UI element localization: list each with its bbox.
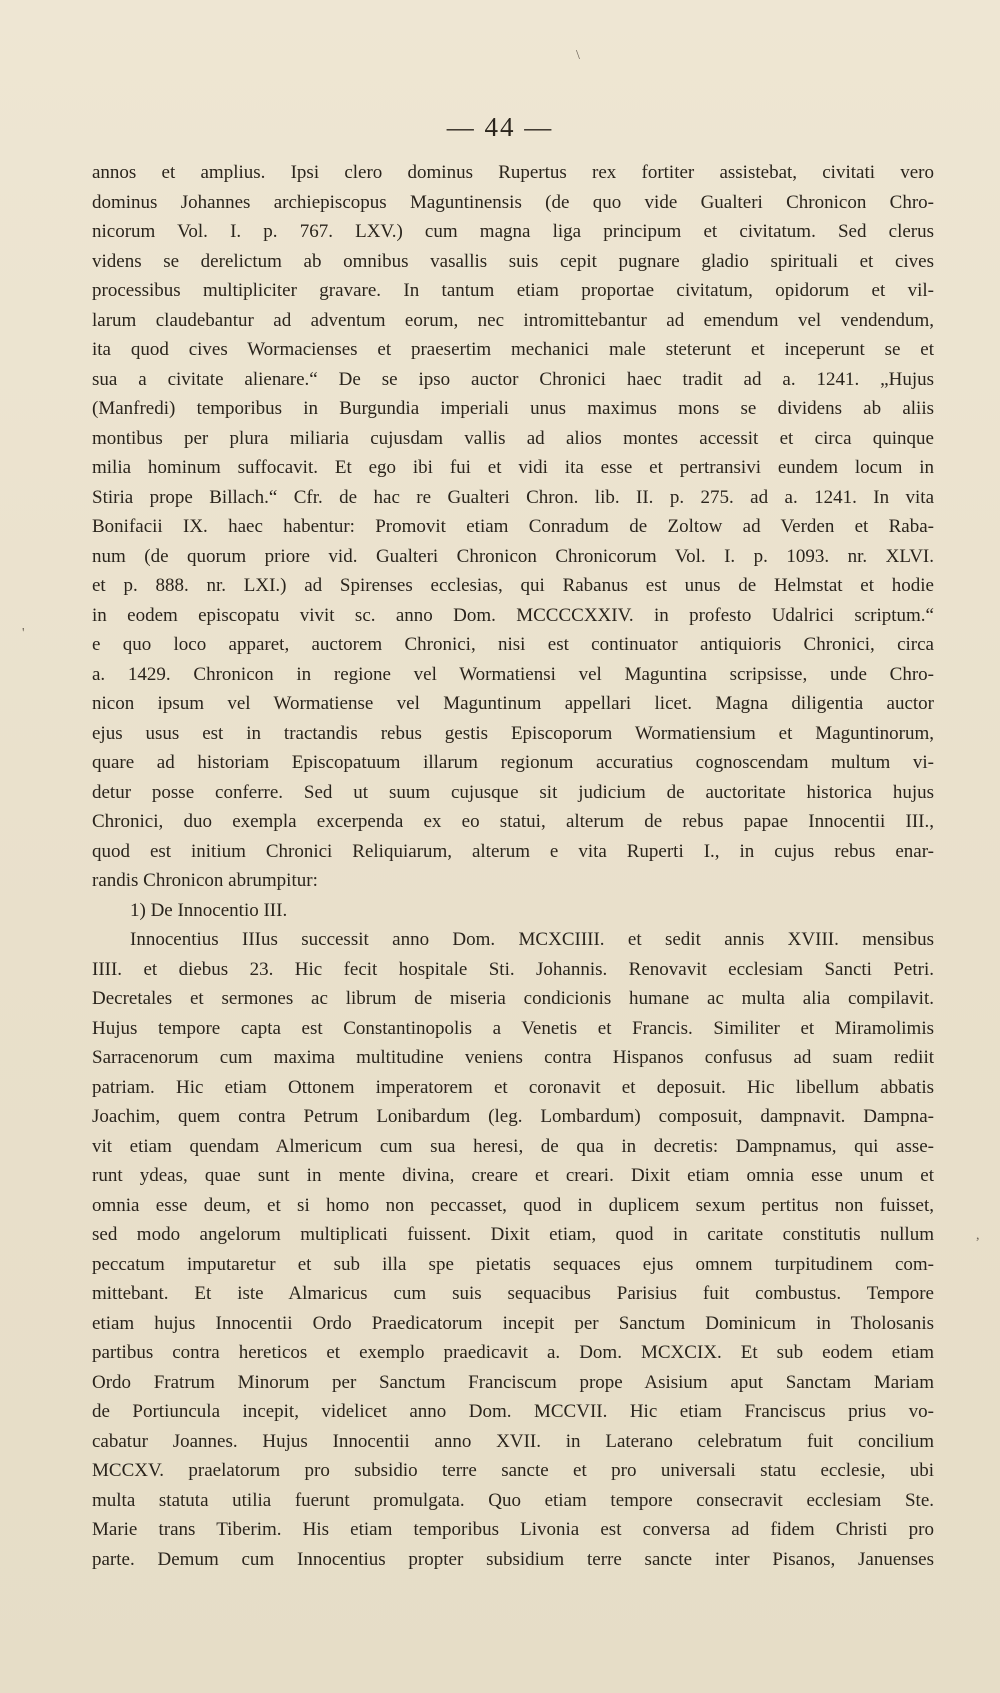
- text-line: Ordo Fratrum Minorum per Sanctum Franciscum prope Asisium aput Sanctam Mariam: [92, 1371, 934, 1393]
- text-line: nicon ipsum vel Wormatiense vel Maguntinum appellari licet. Magna diligentia auctor: [92, 693, 934, 714]
- text-line: ejus usus est in tractandis rebus gestis Episcoporum Wormatiensium et Maguntinorum,: [92, 722, 934, 744]
- text-line: sua a civitate alienare.“ De se ipso auctor Chronici haec tradit ad a. 1241. „Hujus: [92, 368, 934, 390]
- text-line: (Manfredi) temporibus in Burgundia imperiali unus maximus mons se dividens ab aliis: [92, 398, 934, 419]
- text-line: Stiria prope Billach.“ Cfr. de hac re Gualteri Chron. lib. II. p. 275. ad a. 1241. In vita: [92, 486, 934, 508]
- text-line: partibus contra hereticos et exemplo praedicavit a. Dom. MCXCIX. Et sub eodem etiam: [92, 1342, 934, 1363]
- text-line: cabatur Joannes. Hujus Innocentii anno XVII. in Laterano celebratum fuit concilium: [92, 1430, 934, 1452]
- text-line: videns se derelictum ab omnibus vasallis suis cepit pugnare gladio spirituali et cives: [92, 250, 934, 272]
- text-line: dominus Johannes archiepiscopus Maguntinensis (de quo vide Gualteri Chronicon Chro-: [92, 191, 934, 213]
- margin-mark: \: [576, 48, 580, 63]
- text-line: Innocentius IIIus successit anno Dom. MCXCIIII. et sedit annis XVIII. mensibus: [130, 929, 934, 950]
- section-heading: 1) De Innocentio III.: [130, 899, 288, 921]
- text-line: a. 1429. Chronicon in regione vel Wormatiensi vel Maguntina scripsisse, unde Chro-: [92, 663, 934, 685]
- text-line: Bonifacii IX. haec habentur: Promovit etiam Conradum de Zoltow ad Verden et Raba-: [92, 516, 934, 537]
- text-line: parte. Demum cum Innocentius propter subsidium terre sancte inter Pisanos, Januenses: [92, 1548, 934, 1570]
- text-line: et p. 888. nr. LXI.) ad Spirenses ecclesias, qui Rabanus est unus de Helmstat et hodie: [92, 575, 934, 596]
- text-line: quare ad historiam Episcopatuum illarum regionum accuratius cognoscendam multum vi-: [92, 752, 934, 773]
- text-line: num (de quorum priore vid. Gualteri Chronicon Chronicorum Vol. I. p. 1093. nr. XLVI.: [92, 545, 934, 567]
- text-line: MCCXV. praelatorum pro subsidio terre sancte et pro universali statu ecclesie, ubi: [92, 1460, 934, 1481]
- text-line: peccatum imputaretur et sub illa spe pietatis sequaces ejus omnem turpitudinem com-: [92, 1253, 934, 1275]
- text-line: e quo loco apparet, auctorem Chronici, nisi est continuator antiquioris Chronici, circa: [92, 634, 934, 655]
- page-number: — 44 —: [446, 112, 554, 142]
- text-line: [92, 1574, 934, 1604]
- text-line: detur posse conferre. Sed ut suum cujusque sit judicium de auctoritate historica hujus: [92, 781, 934, 803]
- text-line: mittebant. Et iste Almaricus cum suis sequacibus Parisius fuit combustus. Tempore: [92, 1283, 934, 1304]
- text-line: milia hominum suffocavit. Et ego ibi fui et vidi ita esse et pertransivi eundem locum in: [92, 457, 934, 478]
- text-line: etiam hujus Innocentii Ordo Praedicatorum incepit per Sanctum Dominicum in Tholosanis: [92, 1312, 934, 1334]
- text-line: montibus per plura miliaria cujusdam vallis ad alios montes accessit et circa quinque: [92, 427, 934, 449]
- text-line: Sarracenorum cum maxima multitudine veniens contra Hispanos confusus ad suam rediit: [92, 1047, 934, 1068]
- text-line: nicorum Vol. I. p. 767. LXV.) cum magna liga principum et civitatum. Sed clerus: [92, 221, 934, 242]
- text-line: patriam. Hic etiam Ottonem imperatorem et coronavit et deposuit. Hic libellum abbatis: [92, 1076, 934, 1098]
- text-line: omnia esse deum, et si homo non peccasset, quod in duplicem sexum pertitus non fuisset,: [92, 1194, 934, 1216]
- text-line: ita quod cives Wormacienses et praesertim mechanici male steterunt et inceperunt se et: [92, 339, 934, 360]
- text-line: annos et amplius. Ipsi clero dominus Rupertus rex fortiter assistebat, civitati vero: [92, 162, 934, 183]
- text-line: multa statuta utilia fuerunt promulgata. Quo etiam tempore consecravit ecclesiam Ste.: [92, 1489, 934, 1511]
- text-line: runt ydeas, quae sunt in mente divina, creare et creari. Dixit etiam omnia esse unum et: [92, 1165, 934, 1186]
- text-line: sed modo angelorum multiplicati fuissent. Dixit etiam, quod in caritate constitutis nullum: [92, 1224, 934, 1245]
- margin-mark: ': [22, 626, 25, 641]
- text-line: Marie trans Tiberim. His etiam temporibus Livonia est conversa ad fidem Christi pro: [92, 1519, 934, 1540]
- text-line: randis Chronicon abrumpitur:: [92, 870, 318, 891]
- text-line: quod est initium Chronici Reliquiarum, alterum e vita Ruperti I., in cujus rebus enar-: [92, 840, 934, 862]
- body-text: [92, 158, 934, 1604]
- text-line: in eodem episcopatu vivit sc. anno Dom. MCCCCXXIV. in profesto Udalrici scriptum.“: [92, 604, 934, 626]
- text-line: IIII. et diebus 23. Hic fecit hospitale Sti. Johannis. Renovavit ecclesiam Sancti Petri.: [92, 958, 934, 980]
- text-line: Chronici, duo exempla excerpenda ex eo statui, alterum de rebus papae Innocentii III.,: [92, 811, 934, 832]
- text-line: processibus multipliciter gravare. In tantum etiam proportae civitatum, opidorum et vil-: [92, 280, 934, 301]
- text-line: vit etiam quendam Almericum cum sua heresi, de qua in decretis: Dampnamus, qui asse-: [92, 1135, 934, 1157]
- text-line: de Portiuncula incepit, videlicet anno Dom. MCCVII. Hic etiam Franciscus prius vo-: [92, 1401, 934, 1422]
- text-line: Hujus tempore capta est Constantinopolis a Venetis et Francis. Similiter et Miramolimis: [92, 1017, 934, 1039]
- text-line: larum claudebantur ad adventum eorum, nec intromittebantur ad emendum vel vendendum,: [92, 309, 934, 331]
- margin-mark: ,: [976, 1228, 980, 1243]
- text-line: Joachim, quem contra Petrum Lonibardum (leg. Lombardum) composuit, dampnavit. Dampna-: [92, 1106, 934, 1127]
- text-line: Decretales et sermones ac librum de miseria condicionis humane ac multa alia compilavit.: [92, 988, 934, 1009]
